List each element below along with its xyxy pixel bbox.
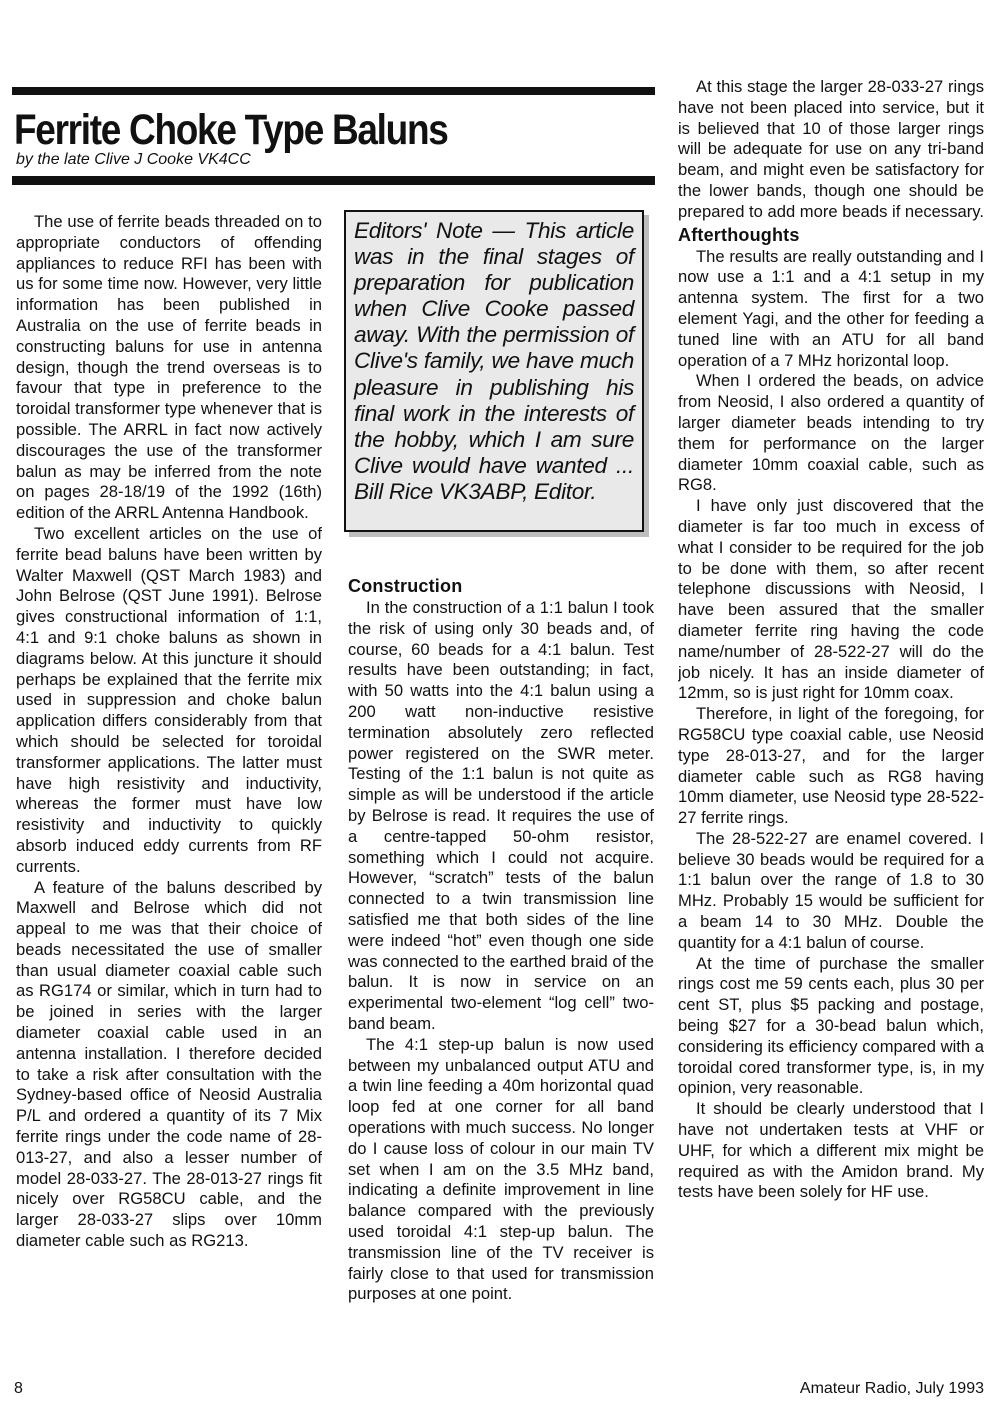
afterthoughts-paragraph-7: It should be clearly understood that I have not undertaken tests at VHF or UHF, for which a different mix might be required as with the Amidon brand. My tests have been solely for HF use. — [678, 1099, 984, 1202]
column-1 — [16, 212, 322, 1362]
afterthoughts-paragraph-2: When I ordered the beads, on advice from Neosid, I also ordered a quantity of larger diameter beads intending to try them for performance on the larger diameter 10mm coaxial cable, such as RG8. — [678, 371, 984, 495]
construction-paragraph-1: In the construction of a 1:1 balun I took the risk of using only 30 beads and, of course, 60 beads for a 4:1 balun. Test results have been outstanding; in fact, with 50 watts into the 4:1 balun using a 200 watt non-inductive resistive termination absolutely zero reflected power registered on the SWR meter. Testing of the 1:1 balun is not quite as simple as will be understood if the article by Belrose is read. It requires the use of a centre-tapped 50-ohm resistor, something which I could not acquire. However, “scratch” tests of the balun connected to a twin transmission line satisfied me that both sides of the line were indeed “hot” even though one side was connected to the earthed braid of the balun. It is now in service on an experimental two-element “log cell” two-band beam. — [348, 598, 654, 1033]
article-title: Ferrite Choke Type Baluns — [14, 106, 448, 154]
afterthoughts-paragraph-5: The 28-522-27 are enamel covered. I believe 30 beads would be required for a 1:1 balun over the range of 1.8 to 30 MHz. Probably 15 would be sufficient for a beam 14 to 30 MHz. Double the quantity for a 4:1 balun of course. — [678, 828, 984, 952]
publication-footer: Amateur Radio, July 1993 — [799, 1380, 984, 1397]
afterthoughts-paragraph-6: At the time of purchase the smaller rings cost me 59 cents each, plus 30 per cent ST, plus $5 packing and postage, being $27 for a 30-bead balun which, considering its efficiency compared with a toroidal cored transformer type, is, in my opinion, very reasonable. — [678, 953, 984, 1098]
construction-heading: Construction — [348, 576, 463, 596]
construction-paragraph-2: The 4:1 step-up balun is now used between my unbalanced output ATU and a twin line feeding a 40m horizontal quad loop fed at one corner for all band operations with much success. No longer do I cause loss of colour in our main TV set when I am on the 3.5 MHz band, indicating a definite improvement in line balance compared with the previously used toroidal 4:1 step-up balun. The transmission line of the TV receiver is fairly close to that used for transmission purposes at one point. — [348, 1034, 654, 1304]
intro-paragraph-3: A feature of the baluns described by Maxwell and Belrose which did not appeal to me was that their choice of beads necessitated the use of smaller than usual diameter coaxial cable such as RG174 or similar, which in turn had to be joined in series with the larger diameter coaxial cable used in an antenna installation. I therefore decided to take a risk after consultation with the Sydney-based office of Neosid Australia P/L and ordered a quantity of its 7 Mix ferrite rings under the code name of 28-013-27, and also a lesser number of model 28-033-27. The 28-013-27 rings fit nicely over RG58CU cable, and the larger 28-033-27 slips over 10mm diameter cable such as RG213. — [16, 877, 322, 1251]
page-number: 8 — [14, 1380, 23, 1397]
afterthoughts-paragraph-1: The results are really outstanding and I now use a 1:1 and a 4:1 setup in my antenna system. The first for a two element Yagi, and the other for feeding a tuned line with an ATU for all band operation of a 7 MHz horizontal loop. — [678, 246, 984, 370]
afterthoughts-heading: Afterthoughts — [678, 224, 800, 245]
bottom-rule — [12, 176, 655, 185]
afterthoughts-paragraph-4: Therefore, in light of the foregoing, for RG58CU type coaxial cable, use Neosid type 28-013-27, and for the larger diameter cable such as RG8 having 10mm diameter, use Neosid type 28-522-27 ferrite rings. — [678, 704, 984, 828]
intro-paragraph-2: Two excellent articles on the use of ferrite bead baluns have been written by Walter Maxwell (QST March 1983) and John Belrose (QST June 1991). Belrose gives constructional information of 1:1, 4:1 and 9:1 choke baluns as shown in diagrams below. At this juncture it should perhaps be explained that the ferrite mix used in suppression and choke balun application differs considerably from that which should be selected for toroidal transformer applications. The latter must have high resistivity and inductivity, whereas the former must have low resistivity and inductivity to quickly absorb induced eddy currents from RF currents. — [16, 523, 322, 876]
column-3 — [678, 77, 984, 1367]
afterthoughts-paragraph-3: I have only just discovered that the diameter is far too much in excess of what I consider to be required for the job to be done with them, so after recent telephone discussions with Neosid, I have been assured that the smaller diameter ferrite ring having the code name/number of 28-522-27 will do the job nicely. It has an inside diameter of 12mm, so is just right for 10mm coax. — [678, 496, 984, 703]
article-byline: by the late Clive J Cooke VK4CC — [16, 151, 251, 168]
intro-paragraph-1: The use of ferrite beads threaded on to appropriate conductors of offending appliances to reduce RFI has been with us for some time now. However, very little information has been published in Australia on the use of ferrite beads in constructing baluns for use in antenna design, though the trend overseas is to favour that type in preference to the toroidal transformer type whenever that is possible. The ARRL in fact now actively discourages the use of the transformer balun as may be inferred from the note on pages 28-18/19 of the 1992 (16th) edition of the ARRL Antenna Handbook. — [16, 212, 322, 523]
column-3-lead-paragraph: At this stage the larger 28-033-27 rings have not been placed into service, but it is believed that 10 of those larger rings will be adequate for use on any tri-band beam, and might even be satisfactory for the lower bands, though one should be prepared to add more beads if necessary. — [678, 77, 984, 221]
column-2 — [348, 574, 654, 1364]
editors-note-box — [344, 210, 644, 532]
editors-note-text: Editors' Note — This article was in the final stages of preparation for publication when Clive Cooke passed away. With the permission of Clive's family, we have much pleasure in publishing his final work in the interests of the hobby, which I am sure Clive would have wanted ... Bill Rice VK3ABP, Editor. — [354, 218, 634, 504]
top-rule — [12, 87, 655, 95]
